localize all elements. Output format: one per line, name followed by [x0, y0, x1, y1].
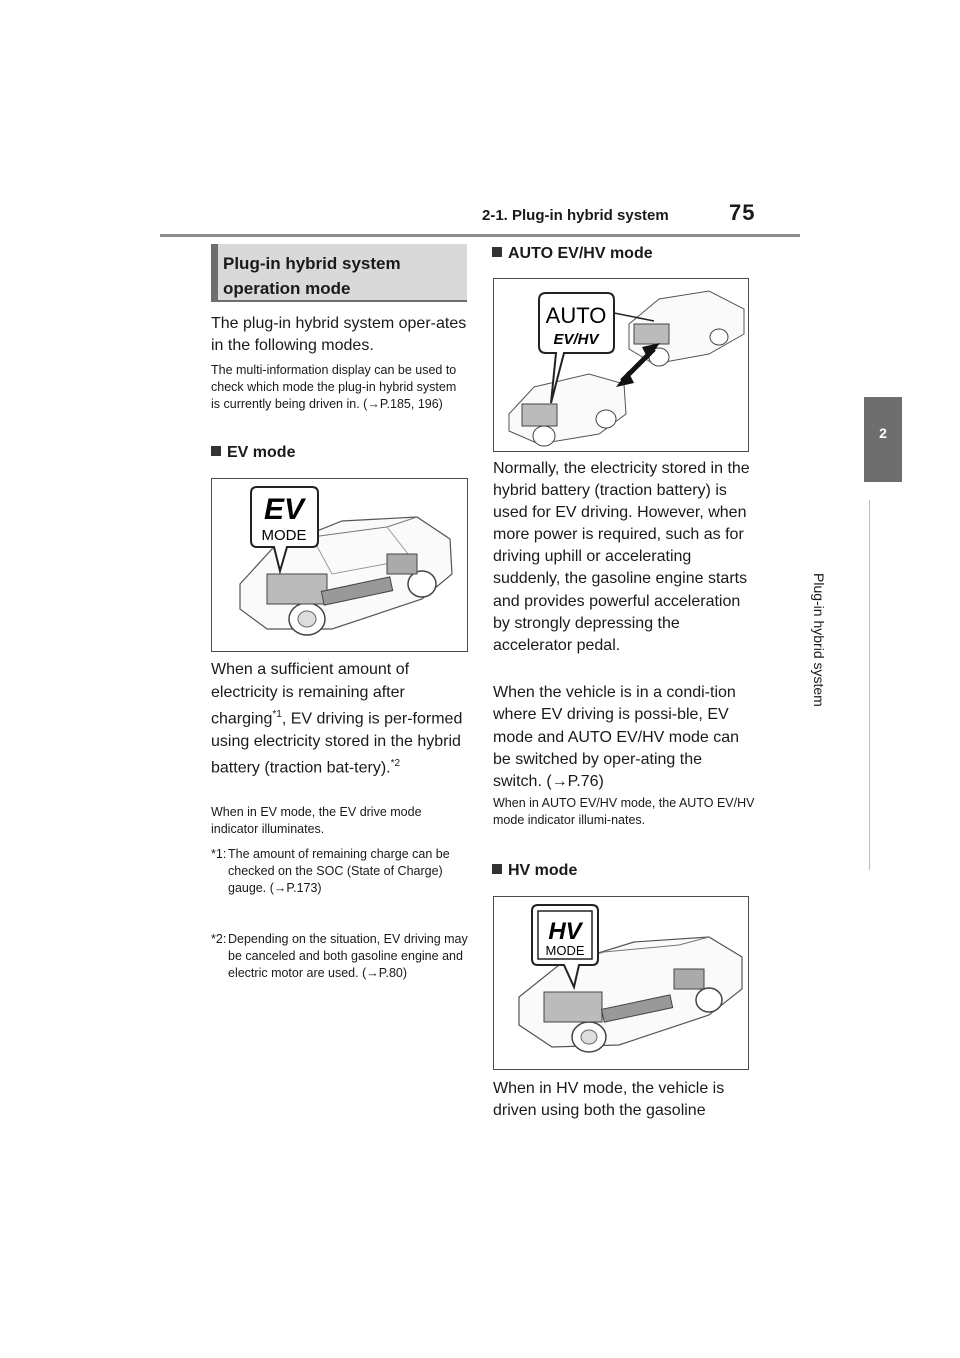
- ev-mode-note: When in EV mode, the EV drive mode indicator illuminates.: [211, 805, 422, 836]
- footnote-ref-1: *1: [272, 709, 282, 720]
- hv-mode-illustration: [494, 897, 748, 1069]
- auto-mode-para1: Normally, the electricity stored in the hybrid battery (traction battery) is used for EV driving. However, when more power is required, such as for driving uphill or accelerating suddenly, the gasoline engine starts and provides powerful acceleration by strongly depressing the accelerator pedal.: [493, 460, 750, 654]
- ev-mode-heading: EV mode: [211, 444, 295, 462]
- auto-mode-note: When in AUTO EV/HV mode, the AUTO EV/HV mode indicator illumi-nates.: [493, 796, 755, 827]
- footnote-1-text: The amount of remaining charge can be checked on the SOC (State of Charge) gauge. (→P.173): [228, 847, 450, 895]
- hv-badge-title: HV: [548, 918, 582, 945]
- auto-badge-sub: EV/HV: [553, 331, 599, 348]
- ev-mode-illustration: [212, 479, 467, 651]
- square-bullet-icon: [492, 247, 502, 257]
- intro-text: The plug-in hybrid system oper-ates in the following modes.: [211, 315, 467, 354]
- running-header: 2-1. Plug-in hybrid system: [482, 207, 669, 224]
- ev-mode-text: When a sufficient amount of electricity is remaining after charging$^{*1}$, EV driving is per-formed using electricity stored in the hybrid battery (traction bat-tery).$^{*2}$: [211, 661, 463, 777]
- header-rule: [160, 234, 800, 237]
- auto-mode-illustration: [494, 279, 748, 451]
- hv-mode-heading: HV mode: [492, 862, 577, 880]
- intro-note: The multi-information display can be used to check which mode the plug-in hybrid system is currently being driven in. (→P.185, 196): [211, 363, 457, 411]
- hv-badge-sub: MODE: [545, 943, 585, 958]
- footnote-1: [211, 846, 471, 916]
- chapter-number: 2: [879, 425, 887, 441]
- hv-mode-figure: [493, 896, 749, 1070]
- section-title: Plug-in hybrid system operation mode: [223, 254, 401, 298]
- auto-mode-heading: AUTO EV/HV mode: [492, 245, 653, 263]
- ev-badge-title: EV: [263, 493, 305, 526]
- square-bullet-icon: [211, 446, 221, 456]
- footnote-2: [211, 931, 471, 1006]
- chapter-label: Plug-in hybrid system: [811, 573, 827, 707]
- hv-mode-text: When in HV mode, the vehicle is driven using both the gasoline: [493, 1080, 725, 1119]
- auto-badge-title: AUTO: [545, 303, 607, 328]
- footnote-ref-2: *2: [390, 758, 401, 770]
- auto-mode-para2: When the vehicle is in a condi-tion where EV driving is possi-ble, EV mode and AUTO EV/HV mode can be switched by oper-ating the switch. (→P.76): [493, 684, 740, 791]
- square-bullet-icon: [492, 864, 502, 874]
- side-divider: [869, 500, 870, 870]
- ev-badge-sub: MODE: [261, 527, 307, 544]
- footnote-2-text: Depending on the situation, EV driving may be canceled and both gasoline engine and electric motor are used. (→P.80): [228, 932, 468, 980]
- ev-mode-figure: [211, 478, 468, 652]
- footnote-1-mark: *1:: [211, 847, 227, 861]
- page-number: 75: [729, 200, 756, 225]
- footnote-2-mark: *2:: [211, 932, 227, 946]
- auto-mode-figure: [493, 278, 749, 452]
